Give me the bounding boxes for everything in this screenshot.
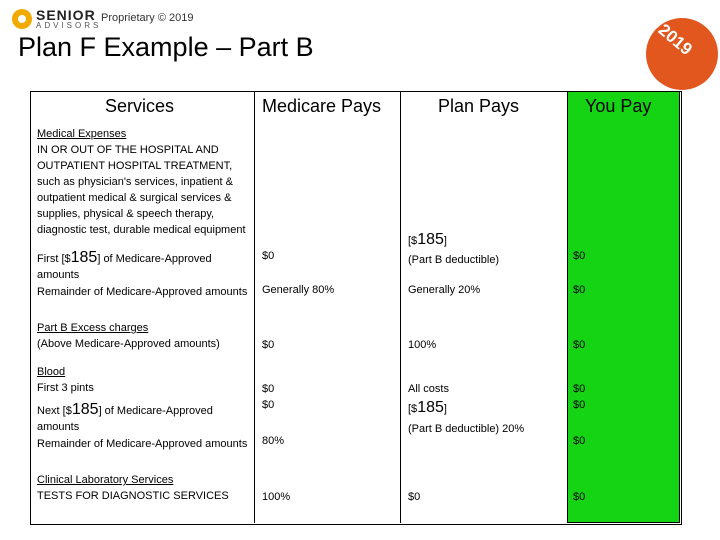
excess-heading: Part B Excess charges (37, 322, 149, 334)
logo-line2: ADVISORS (36, 21, 102, 30)
clinical-heading: Clinical Laboratory Services (37, 474, 174, 486)
blood-medicare-first: $0 (262, 383, 275, 395)
header-plan-pays: Plan Pays (438, 96, 520, 116)
medical-remainder-you: $0 (573, 284, 586, 296)
blood-section (37, 364, 251, 396)
blood-you-remainder: $0 (573, 435, 586, 447)
header-you-pay: You Pay (585, 96, 652, 116)
proprietary-notice: Proprietary © 2019 (101, 12, 194, 24)
medical-remainder-medicare: Generally 80% (262, 284, 335, 296)
clinical-detail: TESTS FOR DIAGNOSTIC SERVICES (37, 490, 229, 502)
clinical-you: $0 (573, 491, 586, 503)
page-title: Plan F Example – Part B (18, 32, 314, 62)
blood-plan-next: [$185] (408, 399, 447, 416)
medical-first-label: First [$185] of Medicare-Approved amounts (37, 249, 212, 281)
clinical-section (37, 472, 251, 504)
blood-remainder-label: Remainder of Medicare-Approved amounts (37, 438, 248, 450)
logo-line1: SENIOR (36, 7, 96, 23)
blood-plan-remainder: (Part B deductible) 20% (408, 423, 525, 435)
blood-you-first: $0 (573, 383, 586, 395)
medical-first-medicare: $0 (262, 250, 275, 262)
medical-first-plan-note: (Part B deductible) (408, 254, 500, 266)
blood-you-next: $0 (573, 399, 586, 411)
year-badge (646, 18, 718, 90)
header-services: Services (105, 96, 175, 116)
excess-section (37, 320, 251, 352)
you-pay-column (567, 91, 680, 523)
year-badge-text: 2019 (654, 20, 696, 60)
medical-section (37, 126, 251, 238)
medical-first-you: $0 (573, 250, 586, 262)
column-divider (400, 91, 401, 523)
medical-description: IN OR OUT OF THE HOSPITAL AND OUTPATIENT HOSPITAL TREATMENT, such as physician's services, inpatient & outpatient medical & surgical services & supplies, physical & speech therapy, diagnostic test, durable medical equipment (37, 144, 246, 236)
excess-plan: 100% (408, 339, 437, 351)
excess-medicare: $0 (262, 339, 275, 351)
excess-you: $0 (573, 339, 586, 351)
blood-next-label: Next [$185] of Medicare-Approved amounts (37, 401, 213, 433)
clinical-medicare: 100% (262, 491, 291, 503)
medical-first-plan: [$185] (408, 231, 447, 248)
medical-remainder-plan: Generally 20% (408, 284, 481, 296)
clinical-plan: $0 (408, 491, 421, 503)
medical-remainder-label: Remainder of Medicare-Approved amounts (37, 286, 248, 298)
blood-medicare-next: $0 (262, 399, 275, 411)
sun-logo-icon (12, 9, 32, 29)
column-divider (254, 91, 255, 523)
blood-first3: First 3 pints (37, 382, 94, 394)
blood-plan-first: All costs (408, 383, 449, 395)
blood-medicare-remainder: 80% (262, 435, 285, 447)
header-medicare-pays: Medicare Pays (262, 96, 382, 116)
medical-heading: Medical Expenses (37, 128, 127, 140)
senior-advisors-logo (12, 8, 101, 30)
excess-detail: (Above Medicare-Approved amounts) (37, 338, 220, 350)
blood-heading: Blood (37, 366, 66, 378)
